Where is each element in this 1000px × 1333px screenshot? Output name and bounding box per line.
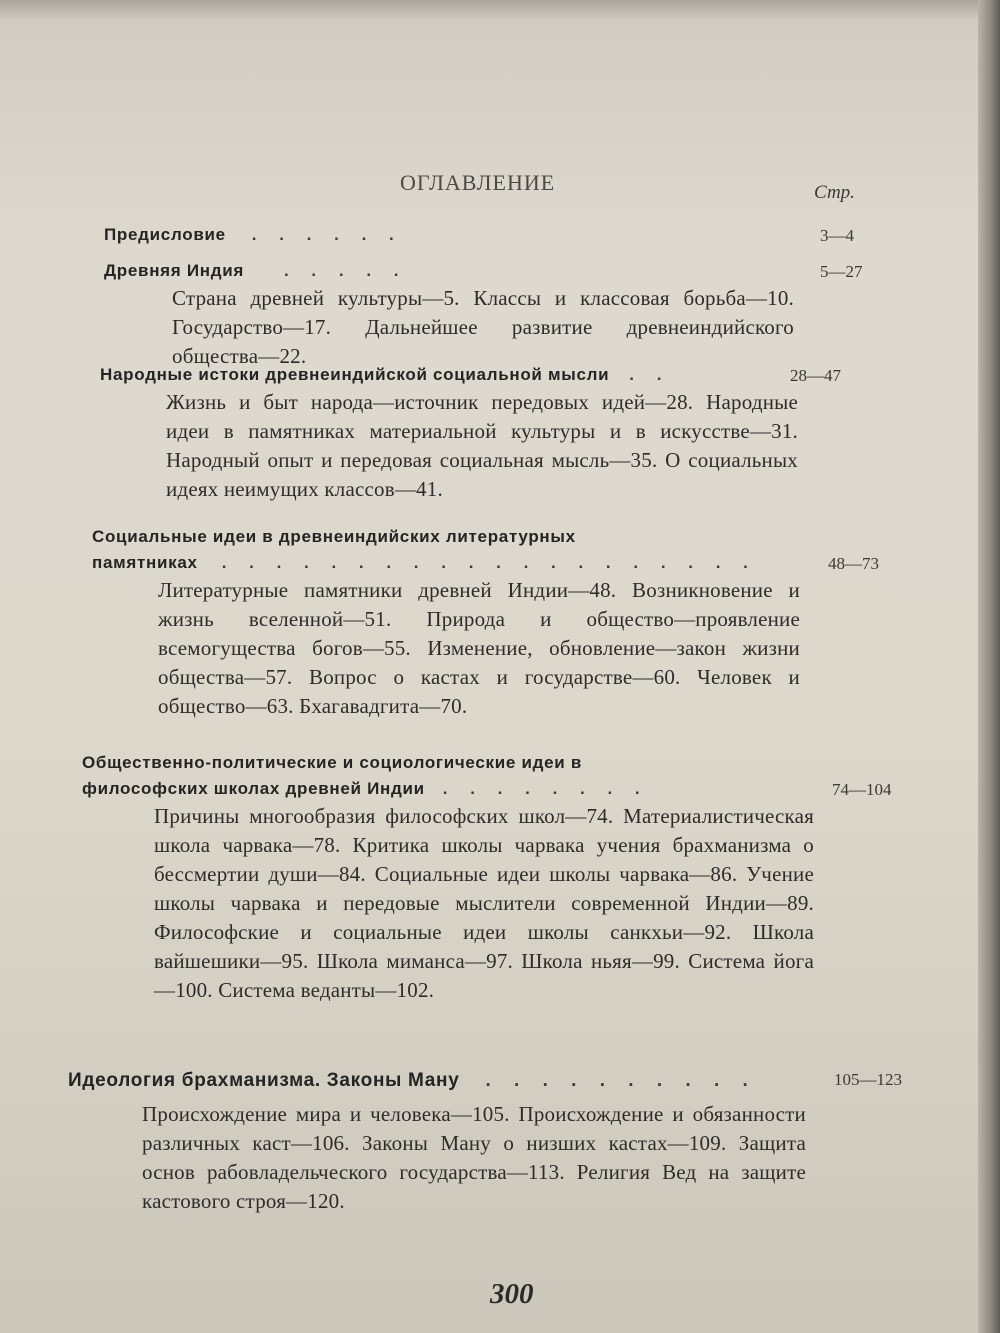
leader-dots: . . . . . . . . . . . . . . . . . . . . <box>221 553 757 572</box>
entry-description: Происхождение мира и человека—105. Происхождение и обязанности различных каст—106. Законы Ману о низших кастах—109. Защита основ рабовладельческого государства—113. Религия Вед на защите кастового строя—120. <box>142 1102 806 1213</box>
toc-entry-preface <box>104 222 854 248</box>
entry-title-line: Древняя Индия <box>104 261 244 280</box>
toc-entry-literary-monuments <box>92 524 879 721</box>
entry-title <box>104 258 804 284</box>
entry-pages: 48—73 <box>828 554 879 573</box>
toc-entry-brahmanism <box>68 1068 902 1216</box>
leader-dots: . . . . . . . . <box>442 779 649 798</box>
entry-description: Причины многообразия философских школ—74. Материалистическая школа чарвака—78. Критика школы чарвака учения брахманизма о бессмертии души—84. Социальные идеи школы чарвака—86. Учение школы чарвака и передовые мыслители современной Индии—89. Философские и социальные идеи школы санкхьи—92. Школа вайшешики—95. Школа миманса—97. Школа ньяя—99. Система йога—100. Система веданты—102. <box>154 804 814 1002</box>
page-title: ОГЛАВЛЕНИЕ <box>400 170 556 195</box>
entry-description: Жизнь и быт народа—источник передовых идей—28. Народные идеи в памятниках материальной культуры и в искусстве—31. Народный опыт и передовая социальная мысль—35. О социальных идеях неимущих классов—41. <box>166 390 798 501</box>
entry-title <box>82 750 802 802</box>
leader-dots: . . . . . . <box>251 225 403 244</box>
entry-title-line: Социальные идеи в древнеиндийских литературных <box>92 527 576 546</box>
entry-title-line: философских школах древней Индии <box>82 779 425 798</box>
toc-entry-philosophical-schools <box>82 750 892 1005</box>
leader-dots: . . <box>629 365 671 384</box>
entry-title-line: Народные истоки древнеиндийской социальной мысли <box>100 365 610 384</box>
entry-title <box>100 362 800 388</box>
entry-title-line: Общественно-политические и социологические идеи в <box>82 753 582 772</box>
entry-pages: 105—123 <box>834 1070 902 1089</box>
entry-description: Страна древней культуры—5. Классы и классовая борьба—10. Государство—17. Дальнейшее развитие древнеиндийского общества—22. <box>172 286 794 368</box>
toc-entry-folk-sources <box>100 362 841 504</box>
page-number: 300 <box>490 1278 534 1310</box>
toc-entry-ancient-india <box>104 258 863 371</box>
entry-title-line: памятниках <box>92 553 198 572</box>
entry-pages: 3—4 <box>820 226 854 245</box>
entry-pages: 28—47 <box>790 366 841 385</box>
entry-pages: 74—104 <box>832 780 892 799</box>
page-binding-edge <box>978 0 1000 1333</box>
entry-title <box>68 1068 818 1094</box>
entry-title <box>104 222 804 248</box>
entry-title <box>92 524 802 576</box>
leader-dots: . . . . . . . . . . <box>485 1070 757 1091</box>
page-top-shadow <box>0 0 1000 20</box>
entry-description: Литературные памятники древней Индии—48. Возникновение и жизнь вселенной—51. Природа и общество—проявление всемогущества богов—55. Изменение, обновление—закон жизни общества—57. Вопрос о кастах и государстве—60. Человек и общество—63. Бхагавадгита—70. <box>158 578 800 718</box>
entry-title-line: Идеология брахманизма. Законы Ману <box>68 1070 460 1091</box>
page-column-header: Стр. <box>814 182 855 203</box>
entry-title-line: Предисловие <box>104 225 226 244</box>
entry-pages: 5—27 <box>820 262 863 281</box>
leader-dots: . . . . . <box>283 261 408 280</box>
